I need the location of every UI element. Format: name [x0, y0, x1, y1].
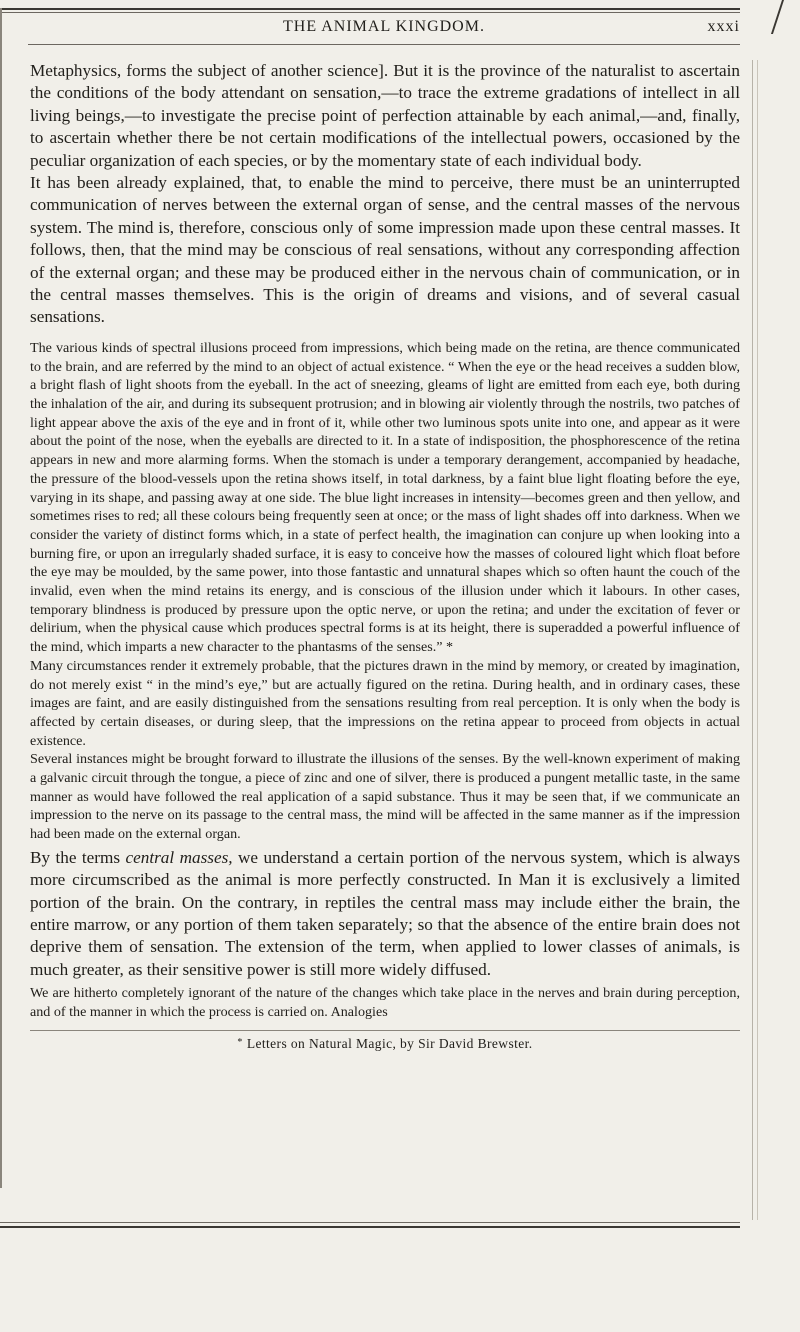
page-body [30, 60, 740, 1052]
page-top-border [0, 8, 740, 10]
emphasis-central-masses: central masses, [125, 847, 233, 867]
header-rule [28, 44, 740, 45]
paragraph-central-masses-intro: It has been already explained, that, to enable the mind to perceive, there must be an uninterrupted communication of nerves between the external organ of sense, and the central masses of the nervous system. The mind is, therefore, conscious only of some impression made upon these central masses. It follows, then, that the mind may be conscious of real sensations, without any corresponding affection of the external organ; and these may be produced either in the nervous chain of communication, or in the central masses themselves. This is the origin of dreams and visions, and of several casual sensations. [30, 173, 740, 327]
footnote-rule [30, 1030, 740, 1031]
running-head-title: THE ANIMAL KINGDOM. [283, 18, 485, 35]
bottom-rule [0, 1222, 740, 1223]
paragraph-metaphysics: Metaphysics, forms the subject of another science]. But it is the province of the naturalist to ascertain the conditions of the body attendant on sensation,—to trace the extreme gradations of intellect in all living beings,—to investigate the precise point of perfection attainable by each animal,—and, finally, to ascertain whether there be not certain modifications of the intellectual powers, occasioned by the peculiar organization of each species, or by the momentary state of each individual body. [30, 61, 740, 170]
running-head [28, 18, 740, 40]
footnote-marker: * [237, 1036, 243, 1048]
page-corner-mark [771, 0, 800, 34]
page-right-edge-inner [757, 60, 758, 1220]
paragraph-galvanic-experiment: Several instances might be brought forward to illustrate the illusions of the senses. By the well-known experiment of making a galvanic circuit through the tongue, a piece of zinc and one of silver, there is produced a pungent metallic taste, in the same manner as would have followed the real application of a sapid substance. Thus it may be seen that, if we communicate an impression to the nerve on its passage to the central mass, the mind will be affected in the same manner as if the impression had been made on the external organ. [30, 751, 740, 843]
page-top-border-inner [0, 12, 740, 13]
paragraph-central-masses-definition [30, 847, 740, 981]
paragraph-spectral-illusions: The various kinds of spectral illusions proceed from impressions, which being made on the retina, are thence communicated to the brain, and are referred by the mind to an object of actual existence. “ When the eye or the head receives a sudden blow, a bright flash of light shoots from the eyeball. In the act of sneezing, gleams of light are emitted from each eye, both during the inhalation of the air, and during its subsequent protrusion; and in blowing air violently through the nostrils, two patches of light appear above the axis of the eye and in front of it, while other two luminous spots unite into one, and appear as it were about the point of the nose, when the eyeballs are directed to it. In a state of indisposition, the phosphorescence of the retina appears in new and more alarming forms. When the stomach is under a temporary derangement, accompanied by headache, the pressure of the blood-vessels upon the retina shows itself, in total darkness, by a faint blue light floating before the eye, varying in its shape, and passing away at one side. The blue light increases in intensity—becomes green and then yellow, and sometimes rises to red; all these colours being frequently seen at once; or the mass of light shades off into darkness. When we consider the variety of distinct forms which, in a state of perfect health, the imagination can conjure up when looking into a burning fire, or upon an irregularly shaded surface, it is easy to conceive how the masses of coloured light which float before the eye may be moulded, by the same power, into those fantastic and unnatural shapes which so often haunt the couch of the invalid, even when the mind retains its energy, and is conscious of the illusion under which it labours. In other cases, temporary blindness is produced by pressure upon the optic nerve, or upon the retina; and under the excitation of fever or delirium, when the physical cause which produces spectral forms is at its height, there is superadded a powerful influence of the mind, which imparts a new character to the phantasms of the senses.” * [30, 339, 740, 656]
page-right-edge [752, 60, 753, 1220]
paragraph-lead: By the terms [30, 847, 126, 867]
paragraph-body: we understand a certain portion of the nervous system, which is always more circumscribed as the animal is more perfectly constructed. In Man it is exclusively a limited portion of the brain. On the contrary, in reptiles the central mass may include either the brain, the entire marrow, or any portion of them taken separately; so that the absence of the entire brain does not deprive them of sensation. The extension of the term, when applied to lower classes of animals, is much greater, as their sensitive power is still more widely diffused. [30, 847, 741, 979]
paragraph-perception-ignorance: We are hitherto completely ignorant of the nature of the changes which take place in the nerves and brain during perception, and of the manner in which the process is carried on. Analogies [30, 985, 740, 1020]
paragraph-memory-pictures: Many circumstances render it extremely probable, that the pictures drawn in the mind by memory, or created by imagination, do not merely exist “ in the mind’s eye,” but are actually figured on the retina. During health, and in ordinary cases, these images are faint, and are easily distinguished from the sensations resulting from real perception. It is only when the body is affected by certain diseases, or during sleep, that the impressions on the retina appear to proceed from objects in actual existence. [30, 657, 740, 749]
footnote-text: Letters on Natural Magic, by Sir David Brewster. [246, 1035, 533, 1051]
footnote [30, 1034, 740, 1052]
bottom-rule-thick [0, 1226, 740, 1228]
page-left-border [0, 8, 2, 1188]
page-number: xxxi [707, 18, 740, 35]
